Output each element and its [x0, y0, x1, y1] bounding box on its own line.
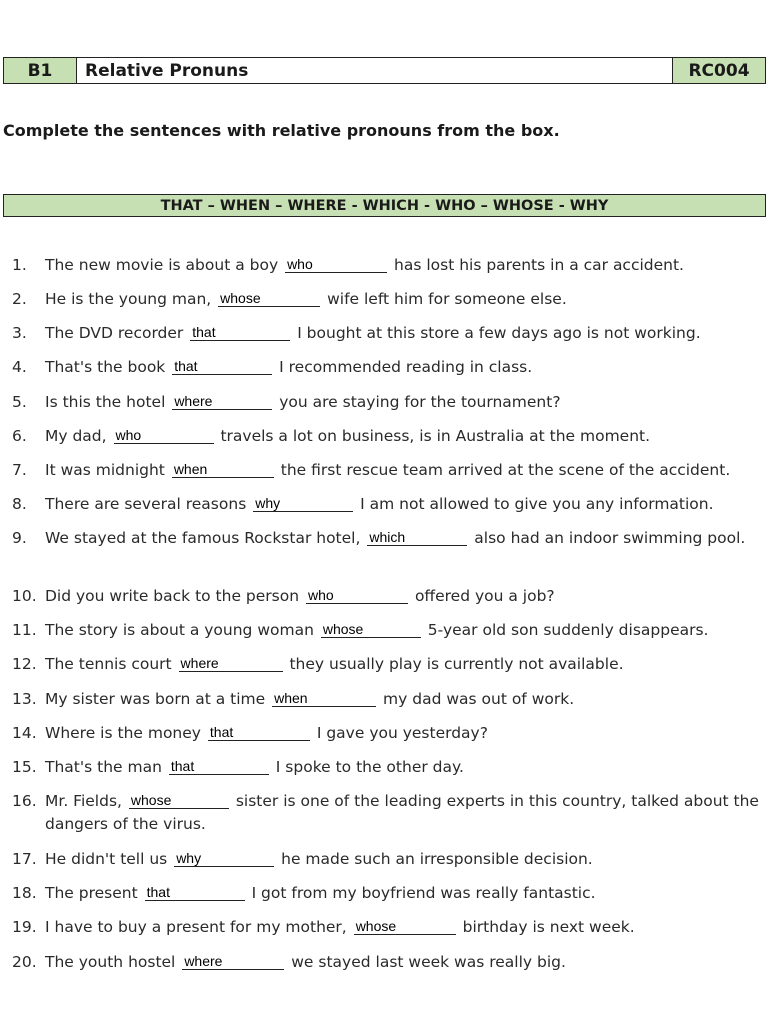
sentence-end: has lost his parents in a car accident.	[394, 256, 684, 274]
level-badge: B1	[4, 58, 77, 83]
sentence-end: we stayed last week was really big.	[291, 953, 566, 971]
answer-blank[interactable]: that	[208, 725, 310, 741]
sentence-start: The youth hostel	[45, 953, 176, 971]
sentence-end: they usually play is currently not available.	[289, 655, 624, 673]
item-sentence	[45, 254, 766, 277]
item-number: 20.	[12, 953, 37, 971]
sentence-end: travels a lot on business, is in Australia at the moment.	[220, 427, 651, 445]
exercise-item	[12, 527, 766, 550]
item-sentence	[45, 459, 766, 482]
sentence-start: That's the man	[45, 758, 162, 776]
sentence-start: We stayed at the famous Rockstar hotel,	[45, 529, 361, 547]
exercise-item	[12, 848, 766, 871]
item-number: 10.	[12, 587, 37, 605]
exercise-item	[12, 288, 766, 311]
sentence-end: I am not allowed to give you any information.	[360, 495, 714, 513]
answer-blank[interactable]: why	[253, 496, 353, 512]
item-number: 17.	[12, 850, 37, 868]
sentence-start: There are several reasons	[45, 495, 247, 513]
exercise-item	[12, 391, 766, 414]
item-sentence	[45, 425, 766, 448]
answer-blank[interactable]: where	[172, 394, 272, 410]
answer-blank[interactable]: where	[182, 954, 284, 970]
answer-blank[interactable]: who	[114, 428, 214, 444]
sentence-start: That's the book	[45, 358, 166, 376]
sentence-start: Is this the hotel	[45, 393, 166, 411]
sentence-end: the first rescue team arrived at the scene of the accident.	[280, 461, 731, 479]
answer-blank[interactable]: whose	[321, 622, 421, 638]
item-number: 19.	[12, 918, 37, 936]
sentence-start: Did you write back to the person	[45, 587, 300, 605]
sentence-start: The story is about a young woman	[45, 621, 314, 639]
sentence-start: The present	[45, 884, 138, 902]
exercise-item	[12, 356, 766, 379]
exercise-item	[12, 619, 766, 642]
item-sentence	[45, 790, 766, 836]
exercise-item	[12, 653, 766, 676]
answer-blank[interactable]: who	[285, 257, 387, 273]
answer-blank[interactable]: that	[190, 325, 290, 341]
item-number: 2.	[12, 290, 27, 308]
sentence-start: I have to buy a present for my mother,	[45, 918, 347, 936]
sentence-end: sister is one of the leading experts in this country, talked about the dangers of the virus.	[45, 792, 759, 833]
item-sentence	[45, 585, 766, 608]
sentence-end: offered you a job?	[414, 587, 555, 605]
exercise-item	[12, 882, 766, 905]
answer-blank[interactable]: where	[179, 656, 283, 672]
worksheet-code: RC004	[673, 58, 765, 83]
exercise-item	[12, 425, 766, 448]
item-number: 14.	[12, 724, 37, 742]
item-number: 11.	[12, 621, 37, 639]
answer-blank[interactable]: who	[306, 588, 408, 604]
sentence-start: He is the young man,	[45, 290, 212, 308]
item-sentence	[45, 882, 766, 905]
item-sentence	[45, 756, 766, 779]
answer-blank[interactable]: when	[272, 691, 376, 707]
sentence-start: He didn't tell us	[45, 850, 168, 868]
sentence-end: 5-year old son suddenly disappears.	[427, 621, 709, 639]
sentence-end: I spoke to the other day.	[275, 758, 464, 776]
exercise-item	[12, 254, 766, 277]
exercise-item	[12, 688, 766, 711]
item-number: 6.	[12, 427, 27, 445]
item-sentence	[45, 951, 766, 974]
item-number: 16.	[12, 792, 37, 810]
sentence-start: My dad,	[45, 427, 107, 445]
instruction-text: Complete the sentences with relative pronouns from the box.	[3, 121, 560, 140]
exercise-item	[12, 951, 766, 974]
item-number: 7.	[12, 461, 27, 479]
item-number: 9.	[12, 529, 27, 547]
sentence-start: My sister was born at a time	[45, 690, 266, 708]
sentence-end: I got from my boyfriend was really fantastic.	[251, 884, 596, 902]
item-sentence	[45, 493, 766, 516]
item-sentence	[45, 356, 766, 379]
sentence-end: I bought at this store a few days ago is not working.	[297, 324, 701, 342]
sentence-end: wife left him for someone else.	[327, 290, 567, 308]
worksheet-title: Relative Pronuns	[77, 58, 673, 83]
answer-blank[interactable]: that	[169, 759, 269, 775]
item-sentence	[45, 288, 766, 311]
exercise-item	[12, 459, 766, 482]
item-number: 15.	[12, 758, 37, 776]
sentence-end: also had an indoor swimming pool.	[474, 529, 746, 547]
exercise-item	[12, 916, 766, 939]
worksheet-header	[3, 57, 766, 84]
sentence-start: Where is the money	[45, 724, 201, 742]
exercise-item	[12, 493, 766, 516]
item-number: 1.	[12, 256, 27, 274]
item-number: 12.	[12, 655, 37, 673]
answer-blank[interactable]: why	[174, 851, 274, 867]
sentence-start: The DVD recorder	[45, 324, 184, 342]
item-number: 5.	[12, 393, 27, 411]
item-number: 13.	[12, 690, 37, 708]
item-sentence	[45, 688, 766, 711]
sentence-end: I recommended reading in class.	[279, 358, 533, 376]
exercise-item	[12, 756, 766, 779]
exercise-item	[12, 722, 766, 745]
sentence-start: It was midnight	[45, 461, 165, 479]
item-sentence	[45, 916, 766, 939]
answer-blank[interactable]: that	[145, 885, 245, 901]
item-number: 4.	[12, 358, 27, 376]
item-sentence	[45, 848, 766, 871]
item-sentence	[45, 322, 766, 345]
sentence-end: I gave you yesterday?	[316, 724, 488, 742]
answer-blank[interactable]: which	[367, 530, 467, 546]
item-sentence	[45, 619, 766, 642]
sentence-end: birthday is next week.	[462, 918, 635, 936]
answer-blank[interactable]: whose	[129, 793, 229, 809]
sentence-end: he made such an irresponsible decision.	[281, 850, 593, 868]
item-sentence	[45, 391, 766, 414]
item-number: 3.	[12, 324, 27, 342]
answer-blank[interactable]: whose	[354, 919, 456, 935]
item-number: 18.	[12, 884, 37, 902]
sentence-start: The tennis court	[45, 655, 172, 673]
answer-blank[interactable]: that	[172, 359, 272, 375]
exercise-item	[12, 790, 766, 836]
item-number: 8.	[12, 495, 27, 513]
item-sentence	[45, 722, 766, 745]
item-sentence	[45, 527, 766, 550]
exercise-item	[12, 322, 766, 345]
answer-blank[interactable]: when	[172, 462, 274, 478]
word-box: THAT – WHEN – WHERE - WHICH - WHO – WHOSE - WHY	[3, 194, 766, 217]
sentence-start: Mr. Fields,	[45, 792, 122, 810]
answer-blank[interactable]: whose	[218, 291, 320, 307]
sentence-end: my dad was out of work.	[383, 690, 575, 708]
sentence-start: The new movie is about a boy	[45, 256, 279, 274]
exercise-item	[12, 585, 766, 608]
sentence-end: you are staying for the tournament?	[279, 393, 561, 411]
item-sentence	[45, 653, 766, 676]
